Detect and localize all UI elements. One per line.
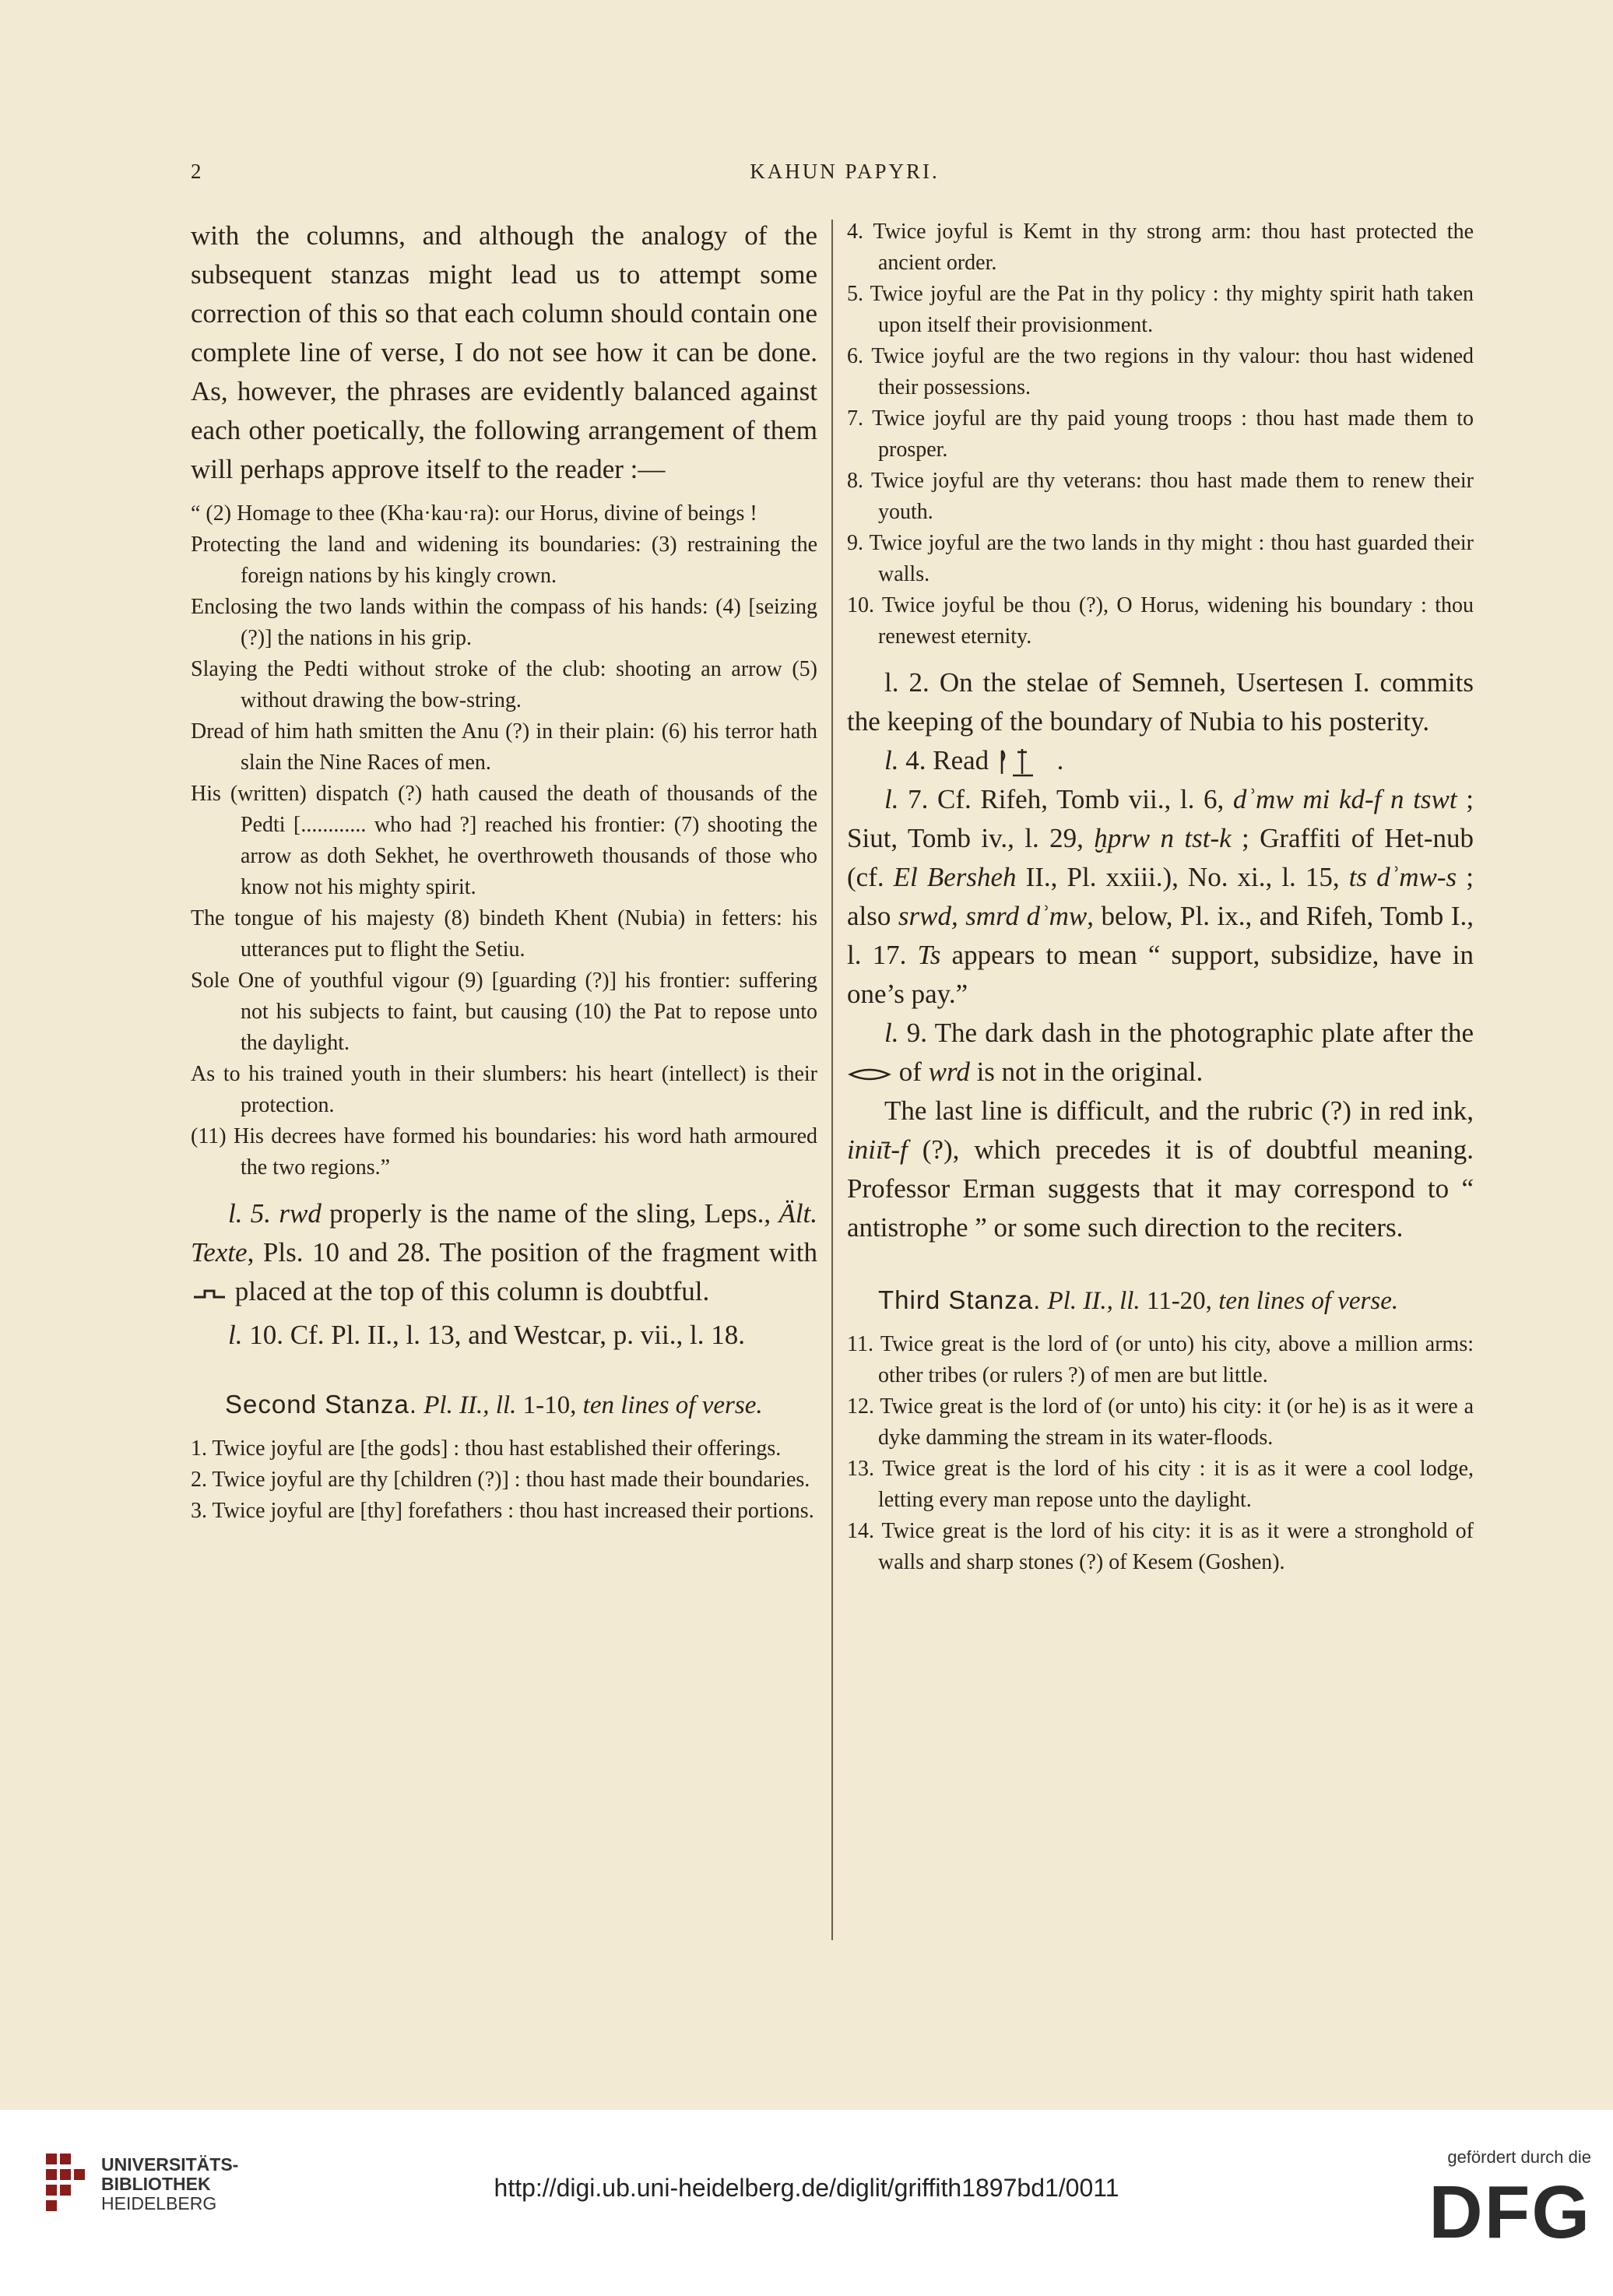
second-stanza-list-continued xyxy=(847,216,1474,652)
hieroglyph-sign-icon xyxy=(191,1286,228,1302)
book-title: Ält. Texte xyxy=(191,1198,818,1268)
note-line-10: l. 10. Cf. Pl. II., l. 13, and Westcar, p. vii., l. 18. xyxy=(228,1320,745,1350)
note-line-5: l. 5. rwd properly is the name of the sling, Leps., Ält. Texte, Pls. 10 and 28. The position of the fragment with placed at the top of this column is doubtful. xyxy=(191,1198,818,1306)
transliteration: rwd xyxy=(279,1198,322,1229)
second-stanza-list xyxy=(191,1433,817,1527)
verse-line: Dread of him hath smitten the Anu (?) in their plain: (6) his terror hath slain the Nine Races of men. xyxy=(191,719,817,775)
list-item: 10. Twice joyful be thou (?), O Horus, widening his boundary : thou renewest eternity. xyxy=(847,593,1474,649)
note-last-line: The last line is difficult, and the rubric (?) in red ink, iniı̄t-f (?), which precedes it is of doubtful meaning. Professor Erman suggests that it may correspond to “ antistrophe ” or some such direction to the reciters. xyxy=(847,1095,1474,1243)
verse-block xyxy=(191,498,817,1183)
column-divider xyxy=(831,220,833,1940)
verse-line: His (written) dispatch (?) hath caused the death of thousands of the Pedti [............ who had ?] reached his frontier: (7) shooting the arrow as doth Sekhet, he overthroweth thousands of those who know not his mighty spirit. xyxy=(191,782,817,899)
note-line-4: l. 4. Read . xyxy=(847,741,1474,780)
third-stanza-list xyxy=(847,1329,1474,1578)
verse-line: Sole One of youthful vigour (9) [guarding (?)] his frontier: suffering not his subjects to faint, but causing (10) the Pat to repose unto the daylight. xyxy=(191,969,817,1055)
running-title: KAHUN PAPYRI. xyxy=(750,160,940,183)
list-item: 9. Twice joyful are the two lands in thy might : thou hast guarded their walls. xyxy=(847,531,1474,586)
verse-line: As to his trained youth in their slumbers: his heart (intellect) is their protection. xyxy=(191,1062,817,1117)
source-url-link[interactable]: http://digi.ub.uni-heidelberg.de/diglit/griffith1897bd1/0011 xyxy=(494,2174,1119,2202)
footer-bar xyxy=(0,2110,1613,2296)
second-stanza-heading: Second Stanza. Pl. II., ll. 1-10, ten lines of verse. xyxy=(225,1390,763,1419)
third-stanza-heading: Third Stanza. Pl. II., ll. 11-20, ten lines of verse. xyxy=(878,1285,1399,1315)
note-line-9: l. 9. The dark dash in the photographic plate after the of wrd is not in the original. xyxy=(847,1014,1474,1092)
list-item: 1. Twice joyful are [the gods] : thou hast established their offerings. xyxy=(191,1436,782,1461)
list-item: 12. Twice great is the lord of (or unto) his city: it (or he) is as it were a dyke damming the stream in its water-floods. xyxy=(847,1394,1474,1450)
list-item: 4. Twice joyful is Kemt in thy strong arm: thou hast protected the ancient order. xyxy=(847,220,1474,275)
list-item: 6. Twice joyful are the two regions in thy valour: thou hast widened their possessions. xyxy=(847,344,1474,399)
dfg-logo: DFG xyxy=(1429,2171,1591,2254)
verse-line: Protecting the land and widening its boundaries: (3) restraining the foreign nations by his kingly crown. xyxy=(191,533,817,588)
list-item: 14. Twice great is the lord of his city: it is as it were a stronghold of walls and sharp stones (?) of Kesem (Goshen). xyxy=(847,1519,1474,1574)
list-item: 7. Twice joyful are thy paid young troops : thou hast made them to prosper. xyxy=(847,406,1474,462)
list-item: 2. Twice joyful are thy [children (?)] : thou hast made their boundaries. xyxy=(191,1468,810,1492)
page-header xyxy=(191,160,1499,191)
list-item: 11. Twice great is the lord of (or unto) his city, above a million arms: other tribes (or rulers ?) of men are but little. xyxy=(847,1332,1474,1387)
verse-line: Slaying the Pedti without stroke of the club: shooting an arrow (5) without drawing the bow-string. xyxy=(191,657,817,712)
note-line-2: l. 2. On the stelae of Semneh, Usertesen I. commits the keeping of the boundary of Nubia to his posterity. xyxy=(847,667,1474,737)
page-number: 2 xyxy=(191,160,204,183)
sponsor-caption: gefördert durch die xyxy=(1447,2147,1591,2167)
intro-paragraph: with the columns, and although the analogy of the subsequent stanzas might lead us to attempt some correction of this so that each column should contain one complete line of verse, I do not see how it can be done. As, however, the phrases are evidently balanced against each other poetically, the following arrangement of them will perhaps approve itself to the reader :— xyxy=(191,220,817,484)
mouth-sign-icon xyxy=(847,1067,892,1081)
verse-line: Enclosing the two lands within the compass of his hands: (4) [seizing (?)] the nations in his grip. xyxy=(191,595,817,650)
hieroglyph-group-icon xyxy=(996,746,1050,780)
right-column xyxy=(847,216,1474,1578)
verse-line: The tongue of his majesty (8) bindeth Khent (Nubia) in fetters: his utterances put to flight the Setiu. xyxy=(191,906,817,962)
verse-line: “ (2) Homage to thee (Kha·kau·ra): our Horus, divine of beings ! xyxy=(191,501,757,526)
list-item: 13. Twice great is the lord of his city : it is as it were a cool lodge, letting every man repose unto the daylight. xyxy=(847,1457,1474,1512)
verse-line: (11) His decrees have formed his boundaries: his word hath armoured the two regions.” xyxy=(191,1124,817,1180)
list-item: 5. Twice joyful are the Pat in thy policy : thy mighty spirit hath taken upon itself their provisionment. xyxy=(847,282,1474,337)
list-item: 8. Twice joyful are thy veterans: thou hast made them to renew their youth. xyxy=(847,469,1474,524)
university-library-name: UNIVERSITÄTS- BIBLIOTHEK HEIDELBERG xyxy=(101,2154,239,2213)
left-column xyxy=(191,216,817,1527)
list-item: 3. Twice joyful are [thy] forefathers : thou hast increased their portions. xyxy=(191,1499,814,1523)
note-line-7: l. 7. Cf. Rifeh, Tomb vii., l. 6, dʾmw mi kd-f n tswt ; Siut, Tomb iv., l. 29, ḫprw n tst-k ; Graffiti of Het-nub (cf. El Bersheh II., Pl. xxiii.), No. xi., l. 15, ts dʾmw-s ; also srwd, smrd dʾmw, below, Pl. ix., and Rifeh, Tomb I., l. 17. Ts appears to mean “ support, subsidize, have in one’s pay.” xyxy=(847,784,1474,1009)
